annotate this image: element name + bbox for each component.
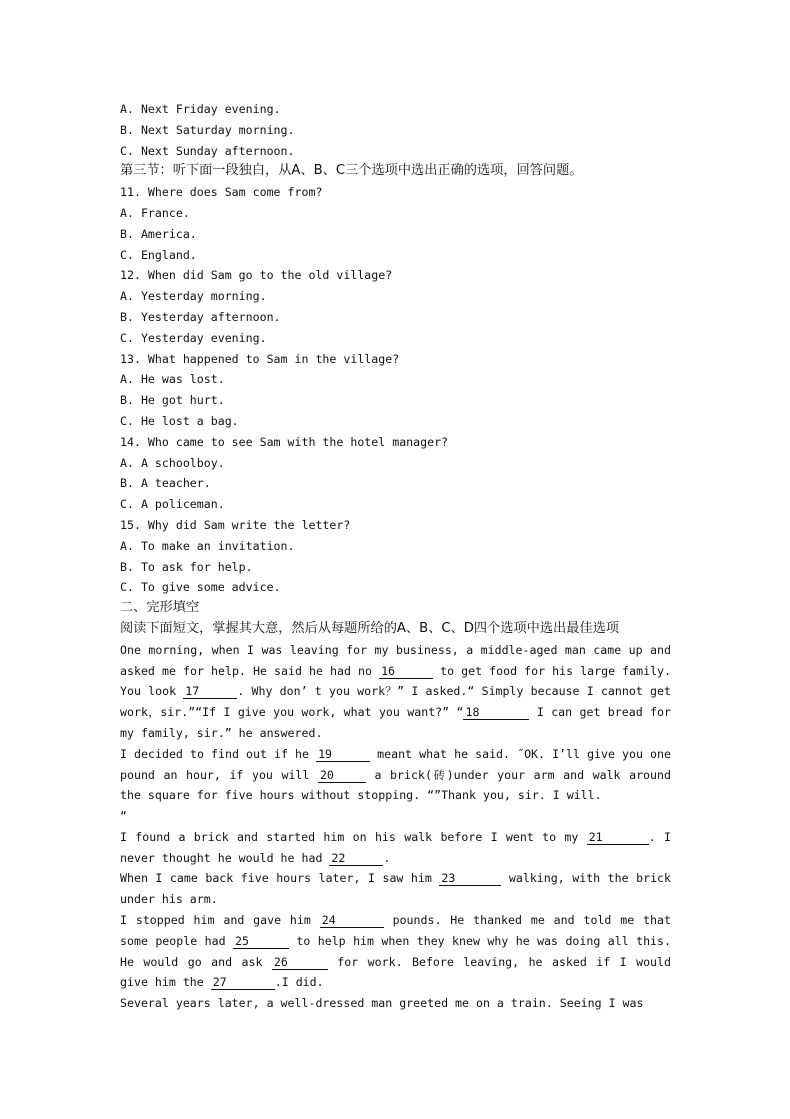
cloze-blank-16: 16 [379, 664, 433, 679]
cloze-blank-17: 17 [183, 684, 237, 699]
cloze-text: . Why don’ t you work？” I asked.“ Simply because I cannot get work，sir.”“If I give you work, what you want?” “ [120, 684, 671, 720]
cloze-blank-18: 18 [463, 705, 529, 720]
q14-option-b: B. A teacher. [120, 476, 211, 491]
q15-option-a: A. To make an invitation. [120, 538, 295, 553]
cloze-blank-26: 26 [272, 955, 328, 970]
question-13: 13. What happened to Sam in the village? [120, 351, 400, 366]
cloze-text: meant what he said. ˝OK. I’ll give you one pound an hour, if you will [120, 746, 671, 782]
cloze-blank-23: 23 [439, 871, 501, 886]
q10-option-a: A. Next Friday evening. [120, 102, 281, 116]
cloze-text: When I came back five hours later, I saw him [120, 871, 432, 886]
question-14: 14. Who came to see Sam with the hotel manager? [120, 434, 449, 449]
q10-option-b: B. Next Saturday morning. [120, 122, 295, 137]
q13-option-c: C. He lost a bag. [120, 413, 239, 428]
cloze-text: walking, with the brick under his arm. [120, 871, 672, 907]
q11-option-b: B. America. [120, 226, 197, 241]
question-11: 11. Where does Sam come from? [120, 185, 323, 200]
cloze-blank-27: 27 [211, 975, 275, 990]
cloze-paragraph-4 [120, 868, 671, 910]
part2-instruction: 阅读下面短文，掌握其大意，然后从每题所给的A、B、C、D四个选项中选出最佳选项 [120, 620, 619, 636]
q11-option-a: A. France. [120, 205, 190, 220]
q11-option-c: C. England. [120, 247, 197, 262]
cloze-paragraph-6 [120, 993, 671, 1014]
q15-option-c: C. To give some advice. [120, 580, 281, 595]
cloze-text: One morning, when I was leaving for my business, a middle-aged man came up and asked me for help. He said he had no [120, 642, 671, 678]
cloze-paragraph-2 [120, 744, 671, 806]
cloze-text: to help him when they knew why he was doing all this. He would go and ask [120, 933, 671, 969]
q15-option-b: B. To ask for help. [120, 559, 253, 574]
cloze-text: . [383, 850, 391, 865]
cloze-text: I stopped him and gave him [120, 913, 311, 928]
q13-option-b: B. He got hurt. [120, 393, 225, 408]
cloze-text: .I did. [274, 975, 324, 990]
cloze-paragraph-3 [120, 827, 671, 869]
cloze-paragraph-5 [120, 910, 671, 993]
cloze-blank-19: 19 [316, 747, 370, 762]
cloze-text: for work. Before leaving, he asked if I would give him the [120, 954, 671, 990]
cloze-paragraph-1 [120, 640, 671, 744]
q10-option-c: C. Next Sunday afternoon. [120, 143, 295, 158]
q13-option-a: A. He was lost. [120, 372, 225, 387]
cloze-text: to get food for his large family. You look [120, 663, 672, 699]
cloze-blank-21: 21 [587, 830, 649, 845]
cloze-blank-22: 22 [329, 851, 383, 866]
q14-option-c: C. A policeman. [120, 497, 225, 512]
q12-option-a: A. Yesterday morning. [120, 289, 267, 304]
q14-option-a: A. A schoolboy. [120, 455, 225, 470]
cloze-text: I can get bread for my family, sir.” he answered. [120, 705, 672, 740]
cloze-blank-25: 25 [233, 934, 289, 949]
cloze-text: I decided to find out if he [120, 746, 309, 761]
document-page [120, 99, 671, 1014]
cloze-text: pounds. He thanked me and told me that some people had [120, 913, 671, 948]
cloze-open-quote: “ [120, 809, 127, 824]
cloze-blank-20: 20 [318, 768, 366, 783]
cloze-text: a brick(砖)under your arm and walk around the square for five hours without stopping. “”Thank you, sir. I will. [120, 767, 671, 803]
q12-option-c: C. Yesterday evening. [120, 330, 267, 345]
part2-heading: 二、完形填空 [120, 600, 200, 616]
cloze-blank-24: 24 [320, 913, 384, 928]
q12-option-b: B. Yesterday afternoon. [120, 309, 281, 324]
question-12: 12. When did Sam go to the old village? [120, 268, 393, 283]
question-15: 15. Why did Sam write the letter? [120, 517, 351, 532]
section3-heading: 第三节：听下面一段独白，从A、B、C三个选项中选出正确的选项，回答问题。 [120, 163, 583, 179]
cloze-text: I found a brick and started him on his walk before I went to my [120, 829, 579, 844]
cloze-text: Several years later, a well-dressed man greeted me on a train. Seeing I was [120, 996, 644, 1011]
cloze-text: . I never thought he would he had [120, 829, 671, 865]
